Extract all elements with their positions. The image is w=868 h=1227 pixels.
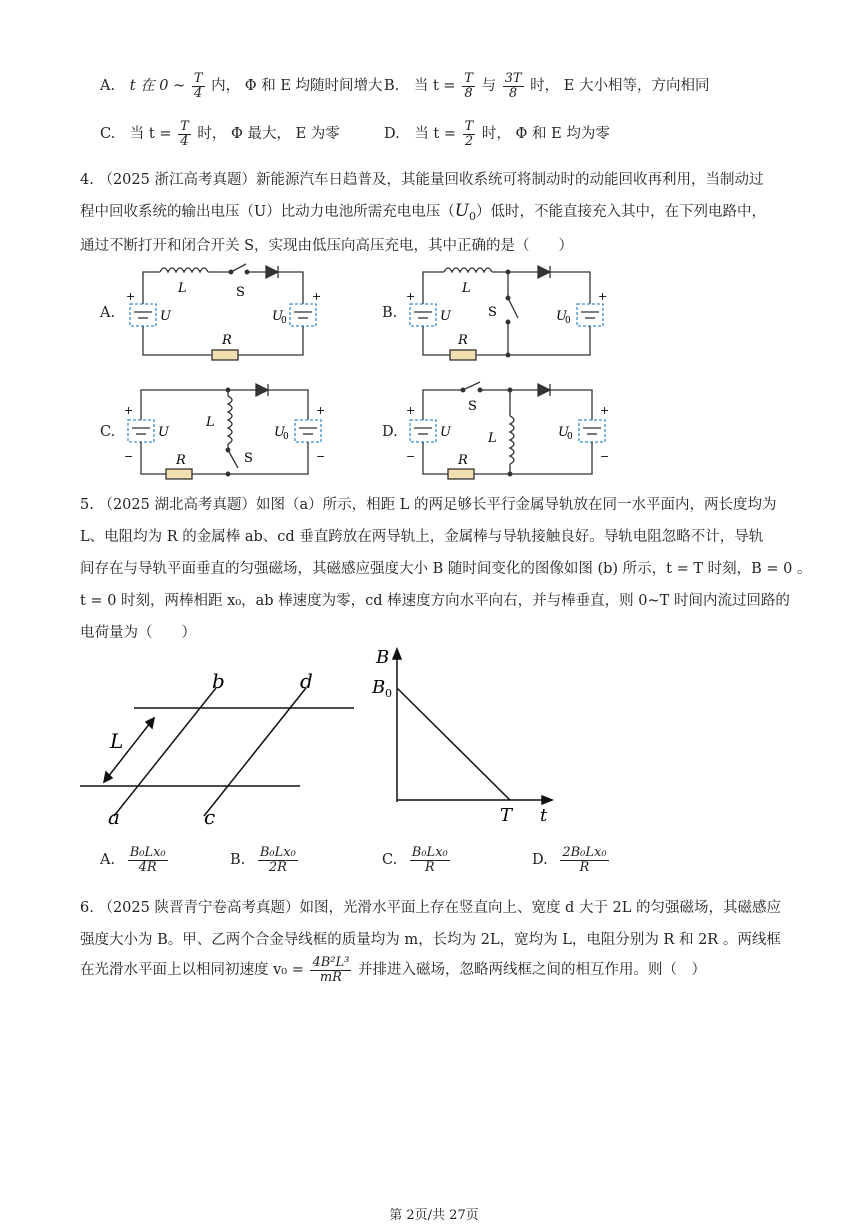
q5-figure-b-graph: [368, 645, 568, 835]
option-text: 内， Φ 和 E 均随时间增大: [211, 78, 383, 95]
svg-text:t: t: [540, 805, 548, 826]
option-letter: D.: [532, 852, 548, 869]
option-letter: C.: [382, 852, 398, 869]
fraction: $\frac{\text{4B²L³}}{mR}$: [312, 955, 350, 985]
q6-stem-line3: 在光滑水平面上以相同初速度 v₀ = $\frac{\text{4B²L³}}{mR}$ 并排进入磁场，忽略两线框之间的相互作用。则（ ）: [80, 955, 706, 985]
circuit-c-diagram: [120, 378, 326, 478]
option-letter: C.: [100, 126, 116, 143]
q5-stem-line2: L、电阻均为 R 的金属棒 ab、cd 垂直跨放在两导轨上，金属棒与导轨接触良好。导轨电阻忽略不计，导轨: [80, 529, 764, 545]
svg-text:L: L: [462, 281, 471, 296]
svg-text:d: d: [300, 669, 313, 693]
svg-text:+: +: [600, 404, 610, 417]
option-letter: B.: [384, 78, 400, 95]
svg-text:0: 0: [567, 432, 573, 442]
q6-stem-line2: 强度大小为 B。甲、乙两个合金导线框的质量均为 m，长均为 2L，宽均为 L，电阻分别为 R 和 2R 。两线框: [80, 932, 781, 948]
fraction: $\frac{\text{2B₀Lx₀}}{R}$: [562, 845, 607, 875]
svg-text:R: R: [458, 453, 468, 468]
q3-option-d: [384, 120, 610, 148]
circuit-c-letter: C.: [100, 424, 116, 440]
svg-text:0: 0: [281, 316, 287, 326]
page-number: 第 2页/共 27页: [389, 1208, 479, 1223]
svg-text:−: −: [316, 450, 326, 463]
svg-text:L: L: [206, 415, 215, 430]
svg-text:+: +: [598, 290, 608, 303]
q5-option-b: [230, 846, 300, 874]
svg-text:U: U: [556, 309, 567, 324]
circuit-d-letter: D.: [382, 424, 398, 440]
fraction: $\frac{\text{B₀Lx₀}}{R}$: [411, 845, 448, 875]
q4-stem-line2: 程中回收系统的输出电压（U）比动力电池所需充电电压$(U_0)$低时，不能直接充入其中，在下列电路中，: [80, 201, 767, 223]
option-letter: D.: [384, 126, 400, 143]
svg-text:0: 0: [385, 687, 392, 700]
circuit-a-diagram: [120, 258, 320, 368]
svg-text:S: S: [236, 285, 245, 300]
fraction: $\frac{T}{2}$: [464, 119, 474, 149]
svg-text:c: c: [204, 805, 216, 829]
q5-stem-line3: 间存在与导轨平面垂直的匀强磁场，其磁感应强度大小 B 随时间变化的图像如图 (b) 所示，t = T 时刻，B = 0 。: [80, 561, 812, 577]
svg-text:T: T: [500, 805, 513, 826]
svg-text:R: R: [176, 453, 186, 468]
svg-text:+: +: [126, 290, 136, 303]
svg-text:−: −: [406, 450, 416, 463]
fraction: $\frac{\text{B₀Lx₀}}{2R}$: [259, 845, 296, 875]
svg-text:U: U: [160, 309, 171, 324]
svg-text:+: +: [406, 290, 416, 303]
fraction: $\frac{\text{B₀Lx₀}}{4R}$: [129, 845, 166, 875]
q3-option-b: [384, 72, 709, 100]
svg-text:U: U: [158, 425, 169, 440]
q5-stem-line1: 5. （2025 湖北高考真题）如图（a）所示，相距 L 的两足够长平行金属导轨放在同一水平面内，两长度均为: [80, 497, 777, 513]
svg-text:U: U: [440, 309, 451, 324]
svg-text:−: −: [600, 450, 610, 463]
svg-text:L: L: [110, 729, 124, 753]
q6-stem-line1: 6. （2025 陕晋青宁卷高考真题）如图，光滑水平面上存在竖直向上、宽度 d 大于 2L 的匀强磁场，其磁感应: [80, 900, 782, 916]
svg-text:+: +: [406, 404, 416, 417]
q5-stem-line5: 电荷量为（ ）: [80, 625, 196, 641]
svg-text:+: +: [124, 404, 134, 417]
svg-text:U: U: [274, 425, 285, 440]
circuit-b-letter: B.: [382, 305, 398, 321]
svg-text:0: 0: [565, 316, 571, 326]
svg-text:S: S: [488, 305, 497, 320]
circuit-a-letter: A.: [100, 305, 116, 321]
svg-text:L: L: [488, 431, 497, 446]
option-text: t 在 0 ~: [129, 78, 186, 95]
svg-text:L: L: [178, 281, 187, 296]
svg-text:S: S: [468, 399, 477, 414]
svg-text:+: +: [316, 404, 326, 417]
svg-text:U: U: [558, 425, 569, 440]
svg-text:B: B: [376, 647, 390, 668]
q4-stem-line1: 4. （2025 浙江高考真题）新能源汽车日趋普及，其能量回收系统可将制动时的动能回收再利用，当制动过: [80, 172, 764, 188]
circuit-b-diagram: [402, 258, 608, 368]
svg-text:−: −: [124, 450, 134, 463]
q3-option-a: [100, 72, 383, 100]
fraction: $\frac{T}{4}$: [180, 119, 189, 149]
option-text: 时， Φ 和 E 均为零: [481, 126, 610, 143]
svg-text:0: 0: [283, 432, 289, 442]
svg-text:R: R: [222, 333, 232, 348]
svg-text:R: R: [458, 333, 468, 348]
svg-text:B: B: [372, 677, 386, 698]
option-letter: A.: [100, 78, 116, 95]
option-text: 当 t =: [129, 126, 172, 143]
svg-text:U: U: [440, 425, 451, 440]
circuit-d-diagram: [402, 378, 610, 478]
option-text: 时， E 大小相等，方向相同: [530, 78, 710, 95]
option-letter: B.: [230, 852, 246, 869]
option-text: 当 t =: [413, 78, 456, 95]
svg-text:b: b: [212, 669, 225, 693]
svg-text:a: a: [108, 805, 120, 829]
fraction: $\frac{3T}{8}$: [504, 71, 522, 101]
q3-option-c: [100, 120, 340, 148]
q5-figure-a: [78, 660, 378, 840]
svg-text:U: U: [272, 309, 283, 324]
q4-stem-line3: 通过不断打开和闭合开关 S，实现由低压向高压充电，其中正确的是（ ）: [80, 238, 574, 254]
q5-option-c: [382, 846, 452, 874]
option-text: 与: [481, 78, 496, 95]
q5-option-d: [532, 846, 611, 874]
fraction: $\frac{T}{8}$: [464, 71, 473, 101]
q5-stem-line4: t = 0 时刻，两棒相距 x₀，ab 棒速度为零，cd 棒速度方向水平向右，并与棒垂直，则 0~T 时间内流过回路的: [80, 593, 790, 609]
svg-text:S: S: [244, 451, 253, 466]
option-text: 当 t =: [414, 126, 457, 143]
option-text: 时， Φ 最大， E 为零: [197, 126, 340, 143]
fraction: $\frac{T}{4}$: [193, 71, 203, 101]
q5-option-a: [100, 846, 170, 874]
svg-text:+: +: [312, 290, 322, 303]
option-letter: A.: [100, 852, 116, 869]
